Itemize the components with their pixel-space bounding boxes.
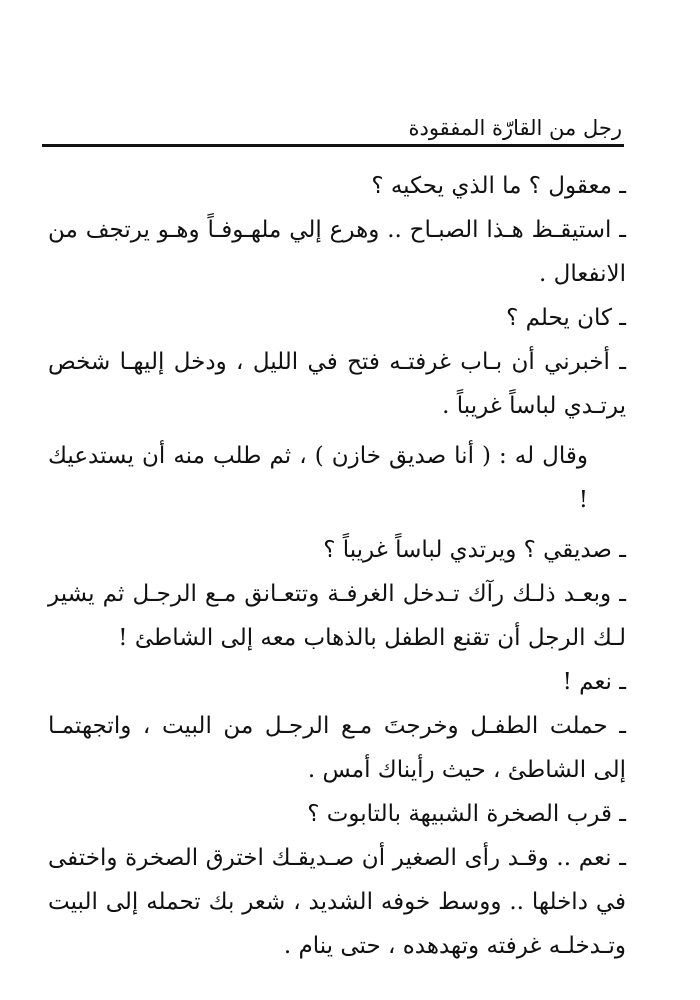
paragraph-10: ـ قرب الصخرة الشبيهة بالتابوت ؟ [307, 801, 626, 827]
paragraph-1: ـ معقول ؟ ما الذي يحكيه ؟ [371, 173, 626, 199]
paragraph-5: وقال له : ( أنا صديق خازن ) ، ثم طلب منه أن يستدعيك ! [48, 443, 588, 513]
header-rule [42, 144, 624, 147]
paragraph-3: ـ كان يحلم ؟ [506, 305, 626, 331]
paragraph-11: ـ نعم .. وقـد رأى الصغير أن صـديقـك اخترق الصخرة واختفى في داخلها .. ووسط خوفه الشديد ، شعر بك تحمله إلى البيت وتـدخلـه غرفته وتهدهده ، حتى ينام . [48, 845, 626, 959]
body-text [48, 164, 626, 968]
paragraph-8: ـ نعم ! [562, 669, 626, 695]
paragraph-9: ـ حملت الطفـل وخرجتَ مـع الرجـل من البيت ، واتجهتمـا إلى الشاطئ ، حيث رأيناك أمس . [48, 713, 626, 783]
running-header-title: رجل من القارّة المفقودة [408, 116, 622, 140]
paragraph-6: ـ صديقي ؟ ويرتدي لباساً غريباً ؟ [323, 537, 626, 563]
paragraph-4: ـ أخبرني أن بـاب غرفتـه فتح في الليل ، ودخل إليهـا شخص يرتـدي لباساً غريباً . [48, 349, 626, 419]
paragraph-7: ـ وبعـد ذلـك رآك تـدخل الغرفـة وتتعـانق مـع الرجـل ثم يشير لـك الرجل أن تقنع الطفل بالذهاب معه إلى الشاطئ ! [48, 581, 626, 651]
paragraph-2: ـ استيقـظ هـذا الصبـاح .. وهرع إلي ملهـوفـاً وهـو يرتجف من الانفعال . [48, 217, 626, 287]
